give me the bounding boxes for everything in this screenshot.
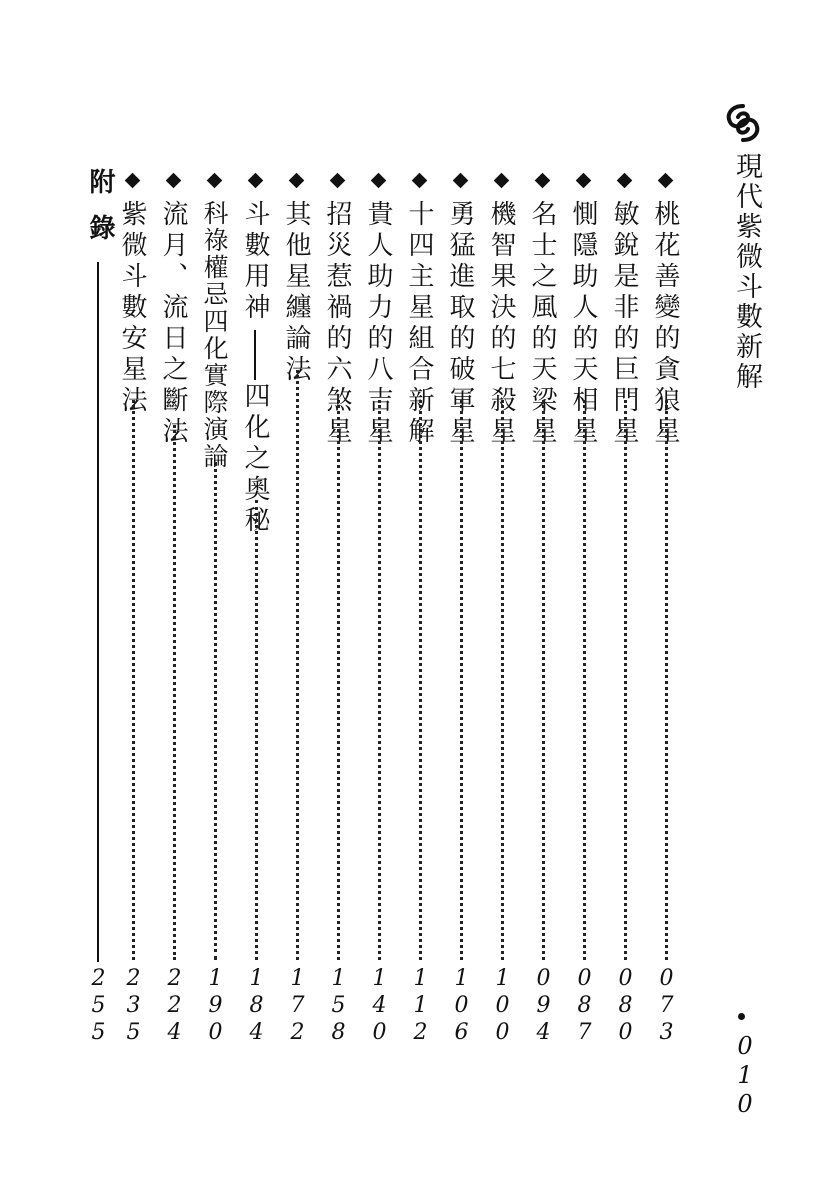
toc-entry-title: 貴人助力的八吉星: [363, 200, 393, 448]
appendix-title: 附錄: [85, 168, 115, 260]
toc-entry-title: 招災惹禍的六煞星: [322, 200, 352, 448]
book-title: 現代紫微斗數新解: [731, 152, 762, 392]
diamond-bullet-icon: [166, 173, 182, 189]
leader-dots: [378, 400, 381, 960]
toc-entry-subtitle: 四化之奧秘: [240, 382, 270, 537]
toc-entry-title: 流月、流日之斷法: [158, 200, 188, 448]
toc-entry-title: 十四主星組合新解: [404, 200, 434, 448]
leader-dots: [583, 400, 586, 960]
leader-dots: [255, 500, 258, 960]
toc-entry-title: 紫微斗數安星法: [117, 200, 147, 417]
diamond-bullet-icon: [535, 173, 551, 189]
leader-dots: [501, 400, 504, 960]
toc-entry-page: 140: [367, 966, 392, 1047]
toc-entry-page: 100: [490, 966, 515, 1047]
page-number-dot: [738, 1013, 745, 1020]
toc-entry-page: 190: [203, 966, 228, 1047]
diamond-bullet-icon: [289, 173, 305, 189]
em-dash-line: [254, 330, 256, 380]
leader-dots: [337, 400, 340, 960]
leader-dots: [132, 400, 135, 960]
diamond-bullet-icon: [371, 173, 387, 189]
appendix-rule: [97, 262, 99, 962]
diamond-bullet-icon: [248, 173, 264, 189]
diamond-bullet-icon: [125, 173, 141, 189]
appendix-page: 255: [86, 966, 111, 1047]
leader-dots: [624, 400, 627, 960]
diamond-bullet-icon: [412, 173, 428, 189]
leader-dots: [665, 400, 668, 960]
toc-entry-page: 184: [244, 966, 269, 1047]
toc-entry-title: 科祿權忌四化實際演論: [200, 200, 229, 470]
toc-entry-title: 敏銳是非的巨門星: [609, 200, 639, 448]
leader-dots: [173, 425, 176, 960]
diamond-bullet-icon: [576, 173, 592, 189]
diamond-bullet-icon: [658, 173, 674, 189]
diamond-bullet-icon: [494, 173, 510, 189]
toc-entry-page: 094: [531, 966, 556, 1047]
toc-entry-page: 158: [326, 966, 351, 1047]
toc-entry-title: 名士之風的天梁星: [527, 200, 557, 448]
leader-dots: [542, 400, 545, 960]
leader-dots: [460, 400, 463, 960]
leader-dots: [419, 400, 422, 960]
toc-entry-title: 斗數用神: [240, 200, 270, 324]
diamond-bullet-icon: [617, 173, 633, 189]
toc-entry-page: 106: [449, 966, 474, 1047]
toc-entry-page: 073: [654, 966, 679, 1047]
leader-dots: [214, 462, 217, 960]
diamond-bullet-icon: [330, 173, 346, 189]
toc-entry-page: 224: [162, 966, 187, 1047]
toc-entry-page: 087: [572, 966, 597, 1047]
page-number: 010: [731, 1032, 759, 1119]
toc-entry-title: 桃花善變的貪狼星: [650, 200, 680, 448]
leader-dots: [296, 370, 299, 960]
toc-entry-page: 172: [285, 966, 310, 1047]
toc-entry-title: 機智果決的七殺星: [486, 200, 516, 448]
toc-entry-page: 080: [613, 966, 638, 1047]
toc-entry-page: 112: [408, 966, 433, 1047]
toc-entry-page: 235: [121, 966, 146, 1047]
diamond-bullet-icon: [207, 173, 223, 189]
toc-entry-title: 惻隱助人的天相星: [568, 200, 598, 448]
toc-entry-title: 勇猛進取的破軍星: [445, 200, 475, 448]
toc-entry-title: 其他星纏論法: [281, 200, 311, 386]
publisher-logo-icon: [720, 100, 766, 146]
diamond-bullet-icon: [453, 173, 469, 189]
